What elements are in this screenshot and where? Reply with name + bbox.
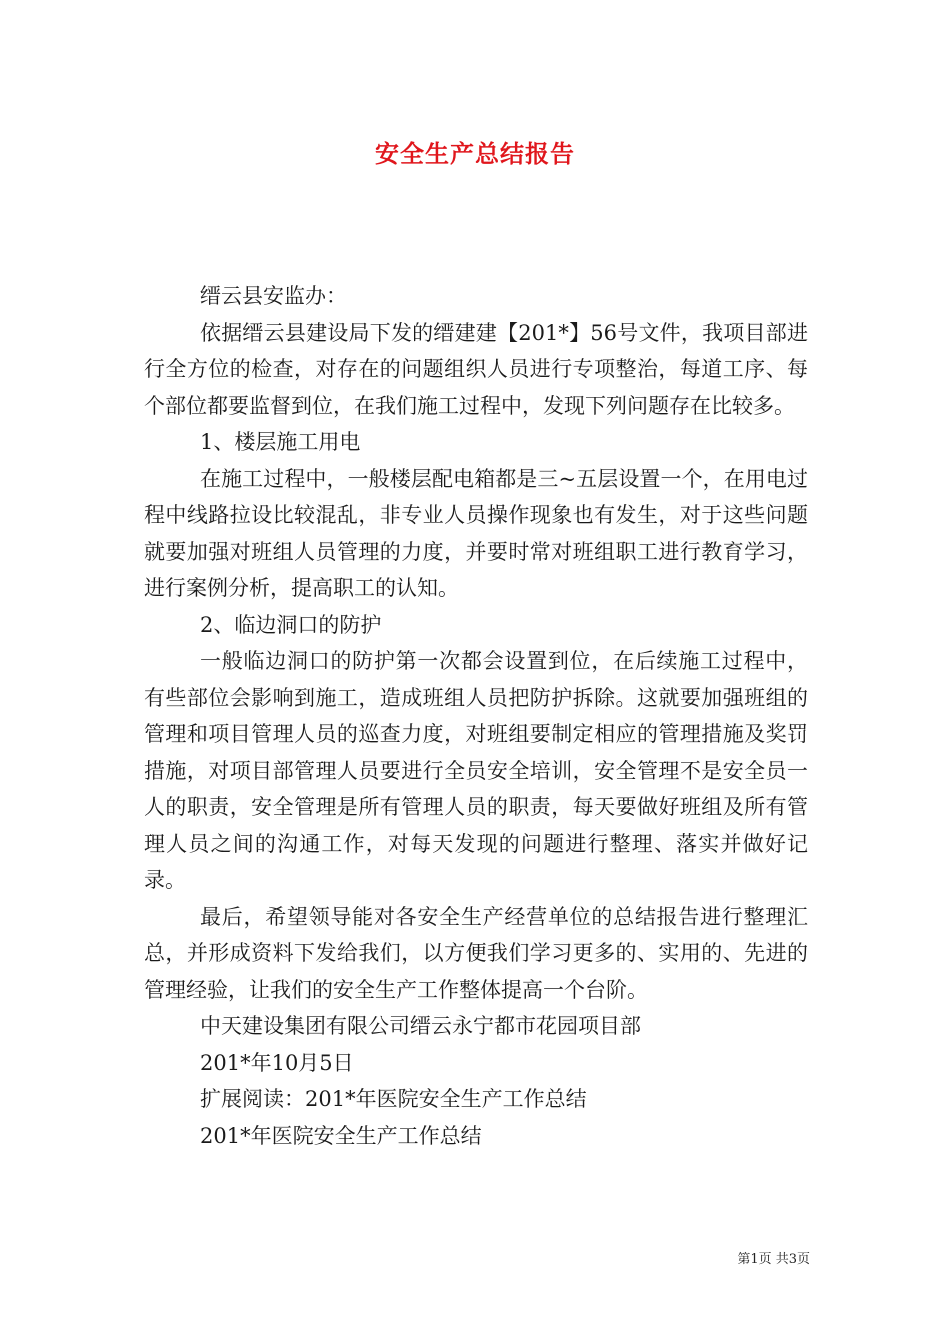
section-body-electricity: 在施工过程中，一般楼层配电箱都是三~五层设置一个，在用电过程中线路拉设比较混乱，非专业人员操作现象也有发生，对于这些问题就要加强对班组人员管理的力度，并要时常对班组职工进行教育学习，进行案例分析，提高职工的认知。 [144, 466, 808, 600]
document-title: 安全生产总结报告 [375, 139, 575, 168]
signature-date: 201*年10月5日 [200, 1050, 354, 1075]
intro-paragraph: 依据缙云县建设局下发的缙建建【201*】56号文件，我项目部进行全方位的检查，对存在的问题组织人员进行专项整治，每道工序、每个部位都要监督到位，在我们施工过程中，发现下列问题存在比较多。 [144, 320, 808, 418]
section-heading-electricity: 1、楼层施工用电 [200, 430, 361, 454]
salutation: 缙云县安监办： [200, 284, 347, 308]
next-section-title: 201*年医院安全生产工作总结 [200, 1123, 482, 1148]
section-heading-edge-protection: 2、临边洞口的防护 [200, 612, 382, 637]
extended-reading: 扩展阅读：201*年医院安全生产工作总结 [200, 1087, 587, 1111]
document-body [144, 278, 808, 1154]
section-body-edge-protection: 一般临边洞口的防护第一次都会设置到位，在后续施工过程中，有些部位会影响到施工，造成班组人员把防护拆除。这就要加强班组的管理和项目管理人员的巡查力度，对班组要制定相应的管理措施及奖罚措施，对项目部管理人员要进行全员安全培训，安全管理不是安全员一人的职责，安全管理是所有管理人员的职责，每天要做好班组及所有管理人员之间的沟通工作，对每天发现的问题进行整理、落实并做好记录。 [144, 649, 808, 892]
signature-organization: 中天建设集团有限公司缙云永宁都市花园项目部 [200, 1014, 641, 1038]
closing-paragraph: 最后，希望领导能对各安全生产经营单位的总结报告进行整理汇总，并形成资料下发给我们，以方便我们学习更多的、实用的、先进的管理经验，让我们的安全生产工作整体提高一个台阶。 [144, 904, 808, 1002]
page-number: 第1页 共3页 [737, 1252, 810, 1267]
